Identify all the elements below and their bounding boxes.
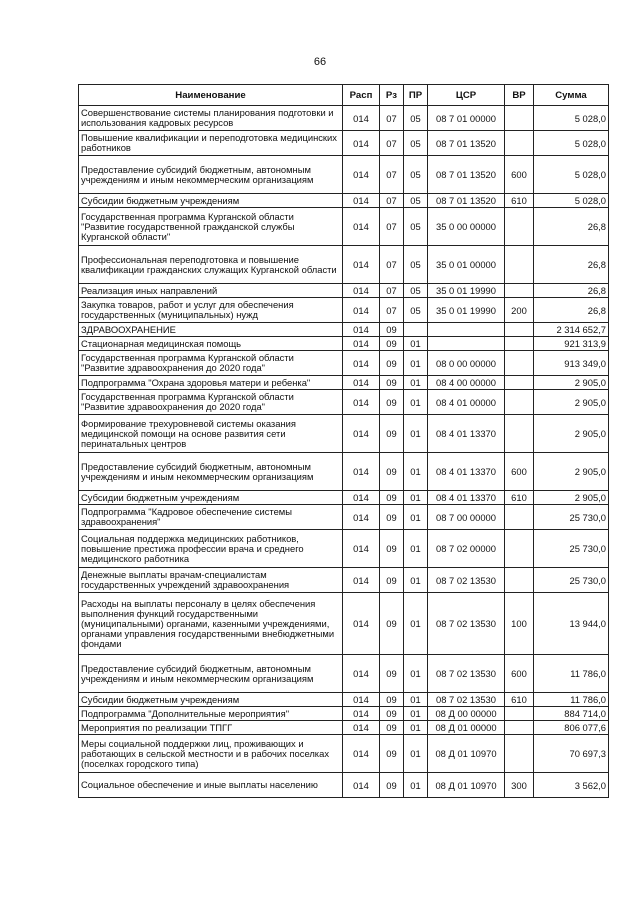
table-row (79, 156, 609, 194)
cell-pr: 01 (404, 415, 428, 453)
col-header-csr: ЦСР (428, 85, 505, 106)
cell-vr (505, 337, 534, 351)
cell-sum: 2 905,0 (534, 491, 609, 505)
cell-rasp: 014 (343, 453, 380, 491)
cell-rz: 09 (380, 323, 404, 337)
budget-table (78, 84, 609, 798)
cell-csr: 08 4 01 00000 (428, 390, 505, 415)
cell-rasp: 014 (343, 707, 380, 721)
cell-vr (505, 351, 534, 376)
cell-vr (505, 707, 534, 721)
col-header-pr: ПР (404, 85, 428, 106)
table-row (79, 693, 609, 707)
cell-rasp: 014 (343, 194, 380, 208)
cell-vr: 100 (505, 593, 534, 655)
cell-pr: 01 (404, 491, 428, 505)
table-row (79, 194, 609, 208)
table-row (79, 530, 609, 568)
cell-csr: 08 Д 01 00000 (428, 721, 505, 735)
cell-csr: 08 0 00 00000 (428, 351, 505, 376)
cell-pr: 05 (404, 156, 428, 194)
cell-rasp: 014 (343, 351, 380, 376)
cell-sum: 11 786,0 (534, 693, 609, 707)
cell-pr: 05 (404, 246, 428, 284)
cell-csr: 08 7 01 13520 (428, 194, 505, 208)
cell-sum: 26,8 (534, 298, 609, 323)
table-row (79, 491, 609, 505)
cell-name: Субсидии бюджетным учреждениям (79, 491, 343, 505)
table-row (79, 453, 609, 491)
table-row (79, 337, 609, 351)
cell-sum: 5 028,0 (534, 106, 609, 131)
cell-csr: 08 7 00 00000 (428, 505, 505, 530)
cell-name: Субсидии бюджетным учреждениям (79, 194, 343, 208)
cell-sum: 921 313,9 (534, 337, 609, 351)
cell-pr: 01 (404, 337, 428, 351)
cell-sum: 26,8 (534, 284, 609, 298)
cell-sum: 70 697,3 (534, 735, 609, 773)
cell-sum: 2 905,0 (534, 390, 609, 415)
cell-sum: 2 905,0 (534, 415, 609, 453)
cell-rz: 09 (380, 415, 404, 453)
cell-name: Социальная поддержка медицинских работников, повышение престижа профессии врача и среднего медицинского работника (79, 530, 343, 568)
cell-rz: 09 (380, 721, 404, 735)
cell-csr: 08 7 02 13530 (428, 655, 505, 693)
cell-pr (404, 323, 428, 337)
cell-name: Профессиональная переподготовка и повышение квалификации гражданских служащих Курганской области (79, 246, 343, 284)
cell-sum: 26,8 (534, 246, 609, 284)
cell-rz: 09 (380, 773, 404, 798)
header-row (79, 85, 609, 106)
cell-sum: 2 905,0 (534, 376, 609, 390)
cell-pr: 05 (404, 298, 428, 323)
table-row (79, 298, 609, 323)
col-header-rasp: Расп (343, 85, 380, 106)
col-header-name: Наименование (79, 85, 343, 106)
cell-rasp: 014 (343, 693, 380, 707)
cell-sum: 3 562,0 (534, 773, 609, 798)
table-row (79, 390, 609, 415)
cell-sum: 11 786,0 (534, 655, 609, 693)
cell-csr: 35 0 01 19990 (428, 284, 505, 298)
cell-vr: 600 (505, 453, 534, 491)
cell-pr: 01 (404, 773, 428, 798)
cell-csr: 08 Д 00 00000 (428, 707, 505, 721)
cell-csr (428, 323, 505, 337)
table-row (79, 655, 609, 693)
table-row (79, 593, 609, 655)
cell-name: Повышение квалификации и переподготовка медицинских работников (79, 131, 343, 156)
table-row (79, 707, 609, 721)
cell-pr: 01 (404, 453, 428, 491)
page-number: 66 (313, 56, 327, 68)
cell-csr: 08 7 02 13530 (428, 693, 505, 707)
cell-pr: 01 (404, 530, 428, 568)
cell-csr: 35 0 01 19990 (428, 298, 505, 323)
cell-rz: 07 (380, 246, 404, 284)
table-row (79, 106, 609, 131)
cell-csr: 08 Д 01 10970 (428, 735, 505, 773)
cell-rz: 09 (380, 491, 404, 505)
cell-rasp: 014 (343, 735, 380, 773)
cell-name: Государственная программа Курганской области "Развитие здравоохранения до 2020 года" (79, 390, 343, 415)
cell-rasp: 014 (343, 568, 380, 593)
cell-pr: 01 (404, 376, 428, 390)
cell-rz: 09 (380, 376, 404, 390)
cell-sum: 25 730,0 (534, 568, 609, 593)
col-header-sum: Сумма (534, 85, 609, 106)
cell-rz: 09 (380, 505, 404, 530)
cell-rasp: 014 (343, 208, 380, 246)
cell-csr: 08 7 01 13520 (428, 131, 505, 156)
cell-rz: 07 (380, 194, 404, 208)
table-row (79, 131, 609, 156)
cell-name: Государственная программа Курганской области "Развитие государственной гражданской службы Курганской области" (79, 208, 343, 246)
cell-sum: 2 905,0 (534, 453, 609, 491)
cell-vr: 600 (505, 156, 534, 194)
cell-pr: 01 (404, 693, 428, 707)
cell-pr: 05 (404, 194, 428, 208)
cell-pr: 01 (404, 351, 428, 376)
cell-rasp: 014 (343, 156, 380, 194)
cell-csr: 35 0 00 00000 (428, 208, 505, 246)
cell-pr: 01 (404, 721, 428, 735)
cell-rz: 07 (380, 284, 404, 298)
table-row (79, 721, 609, 735)
cell-rz: 09 (380, 337, 404, 351)
cell-csr: 08 7 01 00000 (428, 106, 505, 131)
cell-name: Подпрограмма "Дополнительные мероприятия" (79, 707, 343, 721)
cell-name: Закупка товаров, работ и услуг для обеспечения государственных (муниципальных) нужд (79, 298, 343, 323)
cell-csr: 35 0 01 00000 (428, 246, 505, 284)
cell-name: Предоставление субсидий бюджетным, автономным учреждениям и иным некоммерческим организациям (79, 453, 343, 491)
cell-rasp: 014 (343, 323, 380, 337)
cell-vr: 610 (505, 194, 534, 208)
cell-csr: 08 7 02 00000 (428, 530, 505, 568)
cell-sum: 913 349,0 (534, 351, 609, 376)
table-row (79, 568, 609, 593)
cell-name: Формирование трехуровневой системы оказания медицинской помощи на основе развития сети перинатальных центров (79, 415, 343, 453)
cell-pr: 05 (404, 284, 428, 298)
table-row (79, 208, 609, 246)
cell-vr (505, 530, 534, 568)
cell-pr: 05 (404, 106, 428, 131)
cell-vr (505, 323, 534, 337)
cell-pr: 01 (404, 735, 428, 773)
cell-sum: 13 944,0 (534, 593, 609, 655)
cell-pr: 01 (404, 593, 428, 655)
cell-rz: 07 (380, 131, 404, 156)
cell-vr: 200 (505, 298, 534, 323)
cell-rasp: 014 (343, 337, 380, 351)
table-row (79, 376, 609, 390)
cell-rasp: 014 (343, 376, 380, 390)
cell-vr (505, 208, 534, 246)
cell-sum: 2 314 652,7 (534, 323, 609, 337)
table-row (79, 351, 609, 376)
cell-vr: 610 (505, 491, 534, 505)
cell-rasp: 014 (343, 505, 380, 530)
cell-name: Денежные выплаты врачам-специалистам государственных учреждений здравоохранения (79, 568, 343, 593)
cell-pr: 05 (404, 208, 428, 246)
cell-name: Расходы на выплаты персоналу в целях обеспечения выполнения функций государственными (муниципальными) органами, казенными учреждениями, органами управления государственными внебюджетными фондами (79, 593, 343, 655)
cell-rasp: 014 (343, 390, 380, 415)
cell-rasp: 014 (343, 131, 380, 156)
col-header-vr: ВР (505, 85, 534, 106)
cell-vr (505, 106, 534, 131)
cell-name: Подпрограмма "Кадровое обеспечение системы здравоохранения" (79, 505, 343, 530)
cell-vr: 300 (505, 773, 534, 798)
cell-rasp: 014 (343, 106, 380, 131)
cell-rz: 09 (380, 568, 404, 593)
cell-name: Совершенствование системы планирования подготовки и использования кадровых ресурсов (79, 106, 343, 131)
cell-rz: 09 (380, 351, 404, 376)
cell-name: Предоставление субсидий бюджетным, автономным учреждениям и иным некоммерческим организациям (79, 655, 343, 693)
table-row (79, 415, 609, 453)
cell-name: Подпрограмма "Охрана здоровья матери и ребенка" (79, 376, 343, 390)
cell-csr (428, 337, 505, 351)
cell-name: Субсидии бюджетным учреждениям (79, 693, 343, 707)
cell-name: Реализация иных направлений (79, 284, 343, 298)
cell-csr: 08 Д 01 10970 (428, 773, 505, 798)
cell-rasp: 014 (343, 721, 380, 735)
cell-pr: 01 (404, 707, 428, 721)
cell-rz: 07 (380, 208, 404, 246)
cell-sum: 5 028,0 (534, 131, 609, 156)
cell-rz: 09 (380, 453, 404, 491)
cell-sum: 25 730,0 (534, 530, 609, 568)
cell-csr: 08 7 02 13530 (428, 568, 505, 593)
cell-vr (505, 415, 534, 453)
cell-rz: 09 (380, 530, 404, 568)
cell-rasp: 014 (343, 246, 380, 284)
cell-sum: 5 028,0 (534, 156, 609, 194)
cell-vr (505, 376, 534, 390)
cell-rz: 09 (380, 707, 404, 721)
cell-rz: 07 (380, 298, 404, 323)
cell-vr: 610 (505, 693, 534, 707)
cell-csr: 08 4 01 13370 (428, 453, 505, 491)
cell-rasp: 014 (343, 773, 380, 798)
cell-vr (505, 246, 534, 284)
cell-vr (505, 721, 534, 735)
cell-name: ЗДРАВООХРАНЕНИЕ (79, 323, 343, 337)
col-header-rz: Рз (380, 85, 404, 106)
cell-rasp: 014 (343, 284, 380, 298)
cell-sum: 5 028,0 (534, 194, 609, 208)
cell-vr: 600 (505, 655, 534, 693)
cell-pr: 05 (404, 131, 428, 156)
table-row (79, 773, 609, 798)
cell-pr: 01 (404, 390, 428, 415)
cell-rasp: 014 (343, 491, 380, 505)
cell-rz: 09 (380, 693, 404, 707)
cell-rasp: 014 (343, 593, 380, 655)
cell-sum: 25 730,0 (534, 505, 609, 530)
cell-csr: 08 4 00 00000 (428, 376, 505, 390)
cell-csr: 08 7 01 13520 (428, 156, 505, 194)
cell-name: Меры социальной поддержки лиц, проживающих и работающих в сельской местности и в рабочих поселках (поселках городского типа) (79, 735, 343, 773)
cell-rz: 07 (380, 106, 404, 131)
cell-rasp: 014 (343, 530, 380, 568)
cell-vr (505, 735, 534, 773)
cell-rz: 09 (380, 593, 404, 655)
cell-rz: 09 (380, 390, 404, 415)
cell-sum: 806 077,6 (534, 721, 609, 735)
cell-rasp: 014 (343, 298, 380, 323)
cell-rz: 09 (380, 655, 404, 693)
cell-name: Предоставление субсидий бюджетным, автономным учреждениям и иным некоммерческим организациям (79, 156, 343, 194)
cell-rasp: 014 (343, 655, 380, 693)
table-row (79, 505, 609, 530)
cell-pr: 01 (404, 568, 428, 593)
cell-vr (505, 284, 534, 298)
cell-pr: 01 (404, 505, 428, 530)
table-row (79, 735, 609, 773)
cell-name: Мероприятия по реализации ТПГГ (79, 721, 343, 735)
cell-vr (505, 131, 534, 156)
cell-rz: 09 (380, 735, 404, 773)
cell-sum: 26,8 (534, 208, 609, 246)
cell-vr (505, 568, 534, 593)
cell-name: Социальное обеспечение и иные выплаты населению (79, 773, 343, 798)
cell-name: Стационарная медицинская помощь (79, 337, 343, 351)
table-row (79, 323, 609, 337)
cell-vr (505, 390, 534, 415)
cell-sum: 884 714,0 (534, 707, 609, 721)
cell-csr: 08 4 01 13370 (428, 415, 505, 453)
cell-name: Государственная программа Курганской области "Развитие здравоохранения до 2020 года" (79, 351, 343, 376)
cell-csr: 08 4 01 13370 (428, 491, 505, 505)
cell-rasp: 014 (343, 415, 380, 453)
table-row (79, 246, 609, 284)
cell-pr: 01 (404, 655, 428, 693)
table-row (79, 284, 609, 298)
cell-rz: 07 (380, 156, 404, 194)
cell-csr: 08 7 02 13530 (428, 593, 505, 655)
cell-vr (505, 505, 534, 530)
